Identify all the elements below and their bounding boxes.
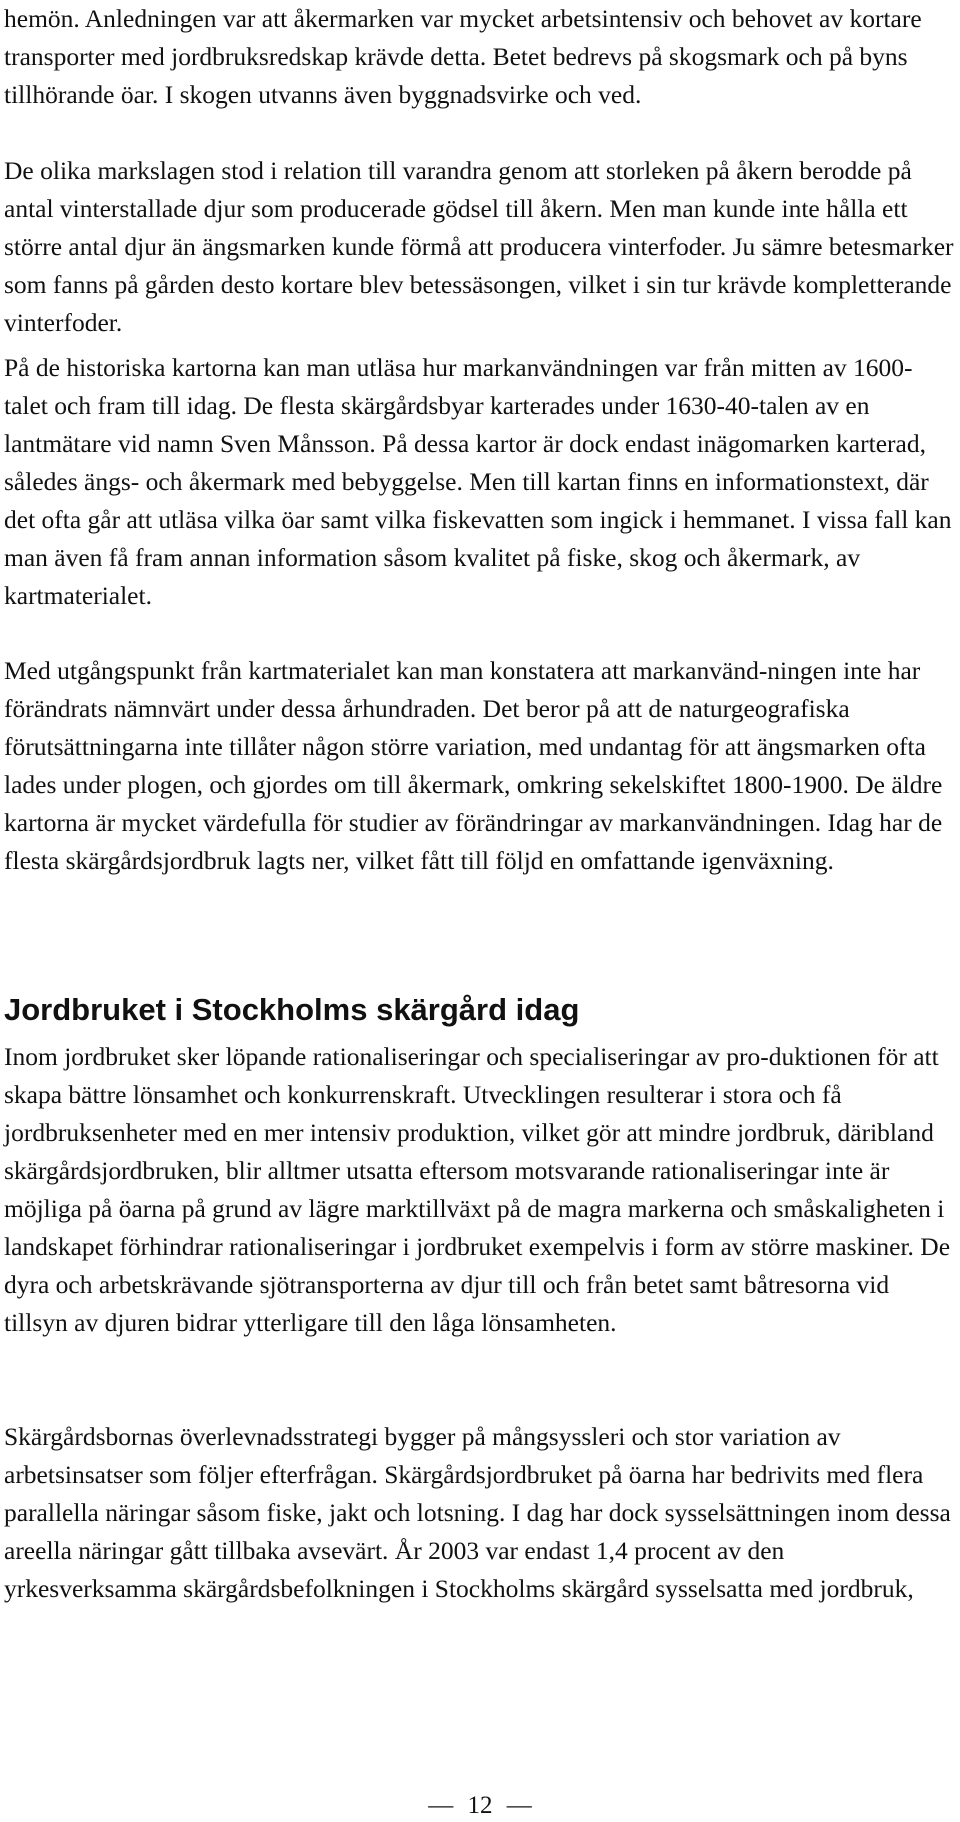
paragraph-1: hemön. Anledningen var att åkermarken var mycket arbetsintensiv och behovet av kortare transporter med jordbruksredskap krävde detta. Betet bedrevs på skogsmark och på byns tillhörande öar. I skogen utvanns även byggnadsvirke och ved. — [4, 4, 922, 109]
paragraph-6: Skärgårdsbornas överlevnadsstrategi bygger på mångsyssleri och stor variation av arbetsinsatser som följer efterfrågan. Skärgårdsjordbruket på öarna har bedrivits med flera parallella näringar såsom fiske, jakt och lotsning. I dag har dock sysselsättningen inom dessa areella näringar gått tillbaka avsevärt. År 2003 var endast 1,4 procent av den yrkesverksamma skärgårdsbefolkningen i Stockholms skärgård sysselsatta med jordbruk, — [4, 1422, 951, 1603]
paragraph-4: Med utgångspunkt från kartmaterialet kan man konstatera att markanvänd-ningen inte har förändrats nämnvärt under dessa århundraden. Det beror på att de naturgeografiska förutsättningarna inte tillåter någon större variation, med undantag för att ängsmarken ofta lades under plogen, och gjordes om till åkermark, omkring sekelskiftet 1800-1900. De äldre kartorna är mycket värdefulla för studier av förändringar av markanvändningen. Idag har de flesta skärgårdsjordbruk lagts ner, vilket fått till följd en omfattande igenväxning. — [4, 656, 943, 875]
footer-dash: — — [428, 1792, 454, 1819]
page-number: 12 — [467, 1792, 493, 1819]
section-heading: Jordbruket i Stockholms skärgård idag — [4, 992, 580, 1027]
footer-dash-right: — — [506, 1792, 532, 1819]
paragraph-5: Inom jordbruket sker löpande rationaliseringar och specialiseringar av pro-duktionen för att skapa bättre lönsamhet och konkurrenskraft. Utvecklingen resulterar i stora och få jordbruksenheter med en mer intensiv produktion, vilket gör att mindre jordbruk, däribland skärgårdsjordbruken, blir alltmer utsatta eftersom motsvarande rationaliseringar inte är möjliga på öarna på grund av lägre marktillväxt på de magra markerna och småskaligheten i landskapet förhindrar rationaliseringar i jordbruket exempelvis i form av större maskiner. De dyra och arbetskrävande sjötransporterna av djur till och från betet samt båtresorna vid tillsyn av djuren bidrar ytterligare till den låga lönsamheten. — [4, 1042, 951, 1337]
paragraph-3: På de historiska kartorna kan man utläsa hur markanvändningen var från mitten av 1600-talet och fram till idag. De flesta skärgårdsbyar karterades under 1630-40-talen av en lantmätare vid namn Sven Månsson. På dessa kartor är dock endast inägomarken karterad, således ängs- och åkermark med bebyggelse. Men till kartan finns en informationstext, där det ofta går att utläsa vilka öar samt vilka fiskevatten som ingick i hemmanet. I vissa fall kan man även få fram annan information såsom kvalitet på fiske, skog och åkermark, av kartmaterialet. — [4, 353, 952, 610]
page-footer — [0, 1790, 960, 1822]
paragraph-2: De olika markslagen stod i relation till varandra genom att storleken på åkern berodde på antal vinterstallade djur som producerade gödsel till åkern. Men man kunde inte hålla ett större antal djur än ängsmarken kunde förmå att producera vinterfoder. Ju sämre betesmarker som fanns på gården desto kortare blev betessäsongen, vilket i sin tur krävde kompletterande vinterfoder. — [4, 156, 954, 337]
